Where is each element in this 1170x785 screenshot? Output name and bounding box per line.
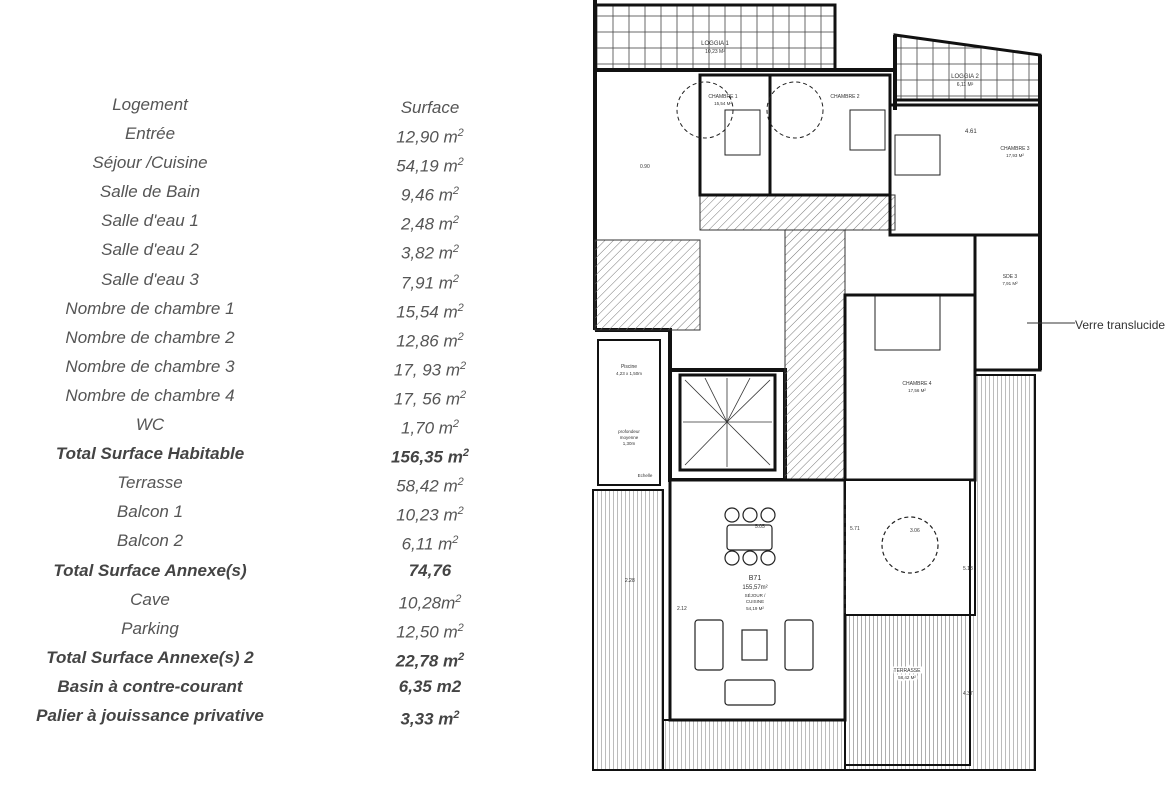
dim-d5: 2.12 bbox=[677, 606, 687, 612]
dim-d1: 4.61 bbox=[965, 129, 977, 135]
row-label: Balcon 1 bbox=[116, 502, 184, 522]
dim-d9: 0.90 bbox=[640, 164, 650, 170]
row-value-unit-exponent: 2 bbox=[460, 388, 467, 401]
row-value-text: 12,86 m bbox=[396, 331, 458, 351]
sejour-label-1: SÉJOUR / bbox=[744, 593, 766, 598]
table-row bbox=[0, 556, 560, 585]
row-label: Nombre de chambre 1 bbox=[65, 298, 235, 318]
row-value-unit-exponent: 2 bbox=[457, 330, 464, 343]
table-row bbox=[0, 439, 560, 468]
row-value bbox=[350, 148, 510, 181]
row-value-unit-exponent: 2 bbox=[457, 476, 464, 489]
loggia-1 bbox=[595, 5, 835, 70]
sejour-area: 54,19 M² bbox=[746, 606, 764, 611]
loggia-1-label: LOGGIA 1 bbox=[701, 41, 729, 47]
loggia-2-label: LOGGIA 2 bbox=[951, 74, 979, 80]
row-value bbox=[350, 497, 510, 530]
chambre-3 bbox=[890, 105, 1040, 235]
row-value-unit-exponent: 2 bbox=[452, 418, 460, 430]
row-value bbox=[350, 526, 510, 559]
chambre-3-area: 17,93 M² bbox=[1006, 153, 1024, 158]
table-row bbox=[0, 352, 560, 381]
row-value-unit-exponent: 2 bbox=[457, 127, 464, 139]
table-header bbox=[0, 90, 560, 119]
row-value bbox=[350, 701, 510, 734]
row-value-unit-exponent: 2 bbox=[457, 621, 464, 634]
chambre-4-area: 17,56 M² bbox=[908, 388, 926, 393]
table-row bbox=[0, 148, 560, 177]
row-label: Terrasse bbox=[117, 473, 183, 493]
sde-3-area: 7,91 M² bbox=[1002, 281, 1018, 286]
row-label: Salle d'eau 3 bbox=[101, 269, 199, 289]
pool bbox=[598, 340, 660, 485]
row-label: Séjour /Cuisine bbox=[92, 153, 208, 173]
chambre-3-label: CHAMBRE 3 bbox=[1000, 146, 1030, 152]
row-value-text: 7,91 m bbox=[400, 273, 453, 293]
row-value-text: 17, 56 m bbox=[393, 389, 461, 409]
row-value bbox=[350, 119, 510, 152]
pool-label: Piscine bbox=[620, 364, 638, 370]
row-value bbox=[350, 235, 510, 268]
row-value bbox=[350, 177, 510, 210]
row-value-unit-exponent: 2 bbox=[457, 156, 464, 169]
chambre-2-label: CHAMBRE 2 bbox=[830, 94, 860, 100]
row-value-text: 156,35 m bbox=[391, 447, 463, 467]
row-value-unit-exponent: 2 bbox=[457, 505, 464, 518]
row-label: Basin à contre-courant bbox=[57, 676, 243, 696]
header-logement: Logement bbox=[112, 95, 188, 114]
loggia-2 bbox=[895, 35, 1040, 100]
table-row bbox=[0, 294, 560, 323]
row-value bbox=[350, 468, 510, 501]
table-row bbox=[0, 526, 560, 555]
floor-plan-drawing bbox=[565, 0, 1170, 785]
row-value-unit-exponent: 2 bbox=[452, 534, 459, 547]
row-label: Total Surface Annexe(s) 2 bbox=[46, 647, 254, 667]
row-label: Salle de Bain bbox=[99, 182, 201, 202]
loggia-1-area: 10,23 M² bbox=[705, 49, 725, 55]
row-value-unit-exponent: 2 bbox=[452, 243, 460, 256]
pool-depth-2: moyenne bbox=[619, 435, 639, 440]
row-value-text: 3,33 m bbox=[400, 709, 454, 729]
row-value-text: 10,28m bbox=[398, 593, 456, 613]
row-value-text: 9,46 m bbox=[400, 185, 453, 205]
sejour-label-2: CUISINE bbox=[745, 599, 765, 604]
dim-d8: 2.28 bbox=[625, 578, 635, 584]
row-label: Nombre de chambre 2 bbox=[65, 327, 235, 347]
row-label: WC bbox=[135, 415, 165, 434]
row-value-unit-exponent: 2 bbox=[457, 301, 464, 314]
table-row bbox=[0, 381, 560, 410]
row-value bbox=[350, 439, 510, 472]
row-label: Total Surface Annexe(s) bbox=[53, 560, 247, 580]
pool-ladder: Echelle bbox=[637, 473, 653, 478]
row-label: Balcon 2 bbox=[116, 531, 184, 551]
table-row bbox=[0, 672, 560, 701]
row-value bbox=[350, 643, 510, 676]
table-row bbox=[0, 643, 560, 672]
annotation-verre: Verre translucide bbox=[1075, 318, 1166, 332]
dim-d3: 3.06 bbox=[910, 528, 920, 534]
row-label: Entrée bbox=[124, 124, 176, 143]
row-value-text: 6,35 m2 bbox=[398, 676, 462, 696]
row-value bbox=[350, 352, 510, 385]
row-value bbox=[350, 672, 510, 701]
table-row bbox=[0, 119, 560, 148]
table-row bbox=[0, 585, 560, 614]
row-value-unit-exponent: 2 bbox=[460, 359, 467, 372]
table-row bbox=[0, 323, 560, 352]
row-value-unit-exponent: 2 bbox=[452, 214, 460, 227]
row-value-text: 10,23 m bbox=[396, 505, 458, 525]
row-value bbox=[350, 265, 510, 298]
row-value bbox=[350, 614, 510, 647]
row-value-text: 3,82 m bbox=[400, 244, 453, 264]
loggia-2-area: 6,11 M² bbox=[956, 82, 974, 88]
row-value bbox=[350, 585, 510, 618]
row-value-text: 54,19 m bbox=[396, 156, 458, 176]
dim-d2: 5.05 bbox=[755, 524, 765, 530]
table-row bbox=[0, 410, 560, 439]
row-value bbox=[350, 206, 510, 239]
table-row bbox=[0, 177, 560, 206]
table-row bbox=[0, 265, 560, 294]
row-label: Palier à jouissance privative bbox=[36, 706, 264, 725]
row-value-unit-exponent: 2 bbox=[453, 709, 460, 721]
chambre-2 bbox=[770, 75, 890, 195]
row-value-text: 1,70 m bbox=[400, 418, 453, 438]
terrasse-label: TERRASSE bbox=[893, 668, 921, 674]
row-label: Nombre de chambre 3 bbox=[65, 356, 235, 376]
row-label: Nombre de chambre 4 bbox=[65, 385, 235, 405]
pool-dims: 4,23 x 1,50m bbox=[615, 371, 643, 376]
row-value-text: 58,42 m bbox=[396, 476, 458, 496]
row-label: Parking bbox=[121, 618, 179, 638]
row-value-text: 2,48 m bbox=[400, 214, 453, 234]
chambre-1-label: CHAMBRE 1 bbox=[708, 94, 738, 100]
row-label: Cave bbox=[130, 589, 170, 609]
sde-3 bbox=[975, 235, 1040, 370]
chambre-4-label: CHAMBRE 4 bbox=[902, 381, 932, 387]
chambre-1-area: 15,54 M² bbox=[714, 101, 732, 106]
row-value bbox=[350, 410, 510, 443]
dim-d6: 5.18 bbox=[963, 566, 973, 572]
row-label: Salle d'eau 1 bbox=[101, 211, 199, 231]
row-value bbox=[350, 381, 510, 414]
dim-d4: 5.71 bbox=[850, 526, 860, 532]
row-value-unit-exponent: 2 bbox=[452, 185, 460, 198]
row-value bbox=[350, 556, 510, 585]
row-label: Salle d'eau 2 bbox=[101, 240, 199, 260]
row-value-text: 6,11 m bbox=[401, 535, 453, 555]
row-value-text: 22,78 m bbox=[395, 651, 459, 671]
lot-area: 155,57m² bbox=[742, 585, 768, 591]
row-value bbox=[350, 294, 510, 327]
row-value-text: 74,76 bbox=[408, 560, 452, 580]
row-value-unit-exponent: 2 bbox=[452, 272, 460, 285]
row-value-unit-exponent: 2 bbox=[458, 650, 465, 663]
surface-table bbox=[0, 0, 560, 785]
table-row bbox=[0, 701, 560, 730]
dim-d7: 4.37 bbox=[963, 691, 973, 697]
row-value-unit-exponent: 2 bbox=[455, 592, 462, 605]
table-row bbox=[0, 235, 560, 264]
sde-3-label: SDE 3 bbox=[1002, 274, 1018, 280]
table-row bbox=[0, 497, 560, 526]
floor-plan bbox=[565, 0, 1170, 785]
header-surface: Surface bbox=[400, 98, 460, 117]
row-value-text: 12,50 m bbox=[396, 622, 458, 642]
row-value-unit-exponent: 2 bbox=[462, 447, 469, 460]
pool-depth-3: 1,30m bbox=[622, 441, 636, 446]
lot-id: B71 bbox=[748, 575, 762, 582]
terrasse-area: 58,42 M² bbox=[898, 675, 916, 680]
table-row bbox=[0, 468, 560, 497]
row-value-text: 17, 93 m bbox=[393, 360, 461, 380]
table-row bbox=[0, 614, 560, 643]
row-value-text: 15,54 m bbox=[396, 302, 458, 322]
row-label: Total Surface Habitable bbox=[55, 444, 245, 464]
table-row bbox=[0, 206, 560, 235]
row-value bbox=[350, 323, 510, 356]
row-value-text: 12,90 m bbox=[396, 127, 458, 147]
pool-depth-1: profondeur bbox=[618, 429, 640, 434]
